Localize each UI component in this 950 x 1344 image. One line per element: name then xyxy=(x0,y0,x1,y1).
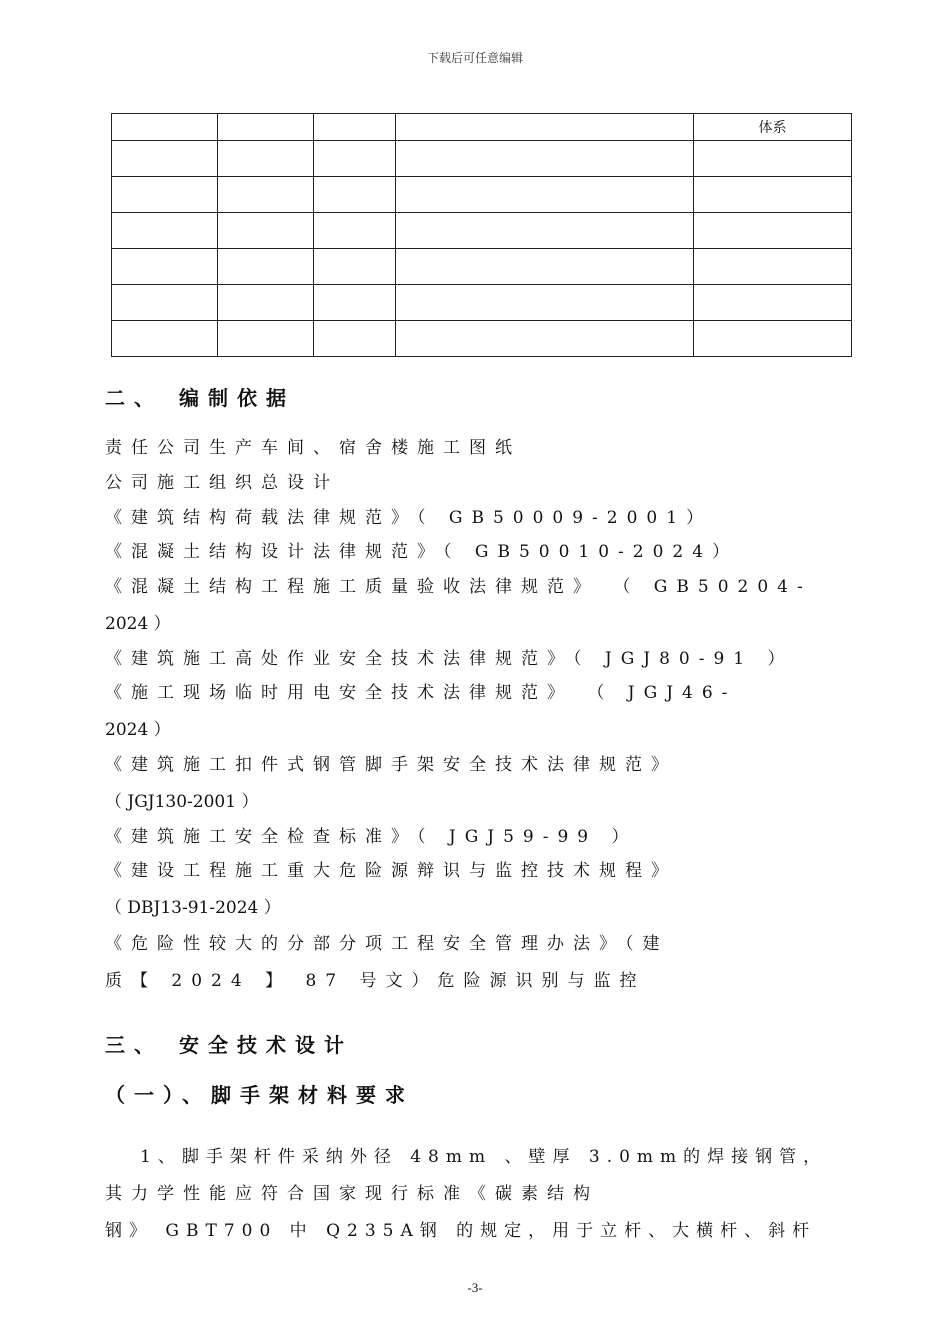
table-cell xyxy=(218,285,314,321)
table-cell xyxy=(314,249,396,285)
basis-line: 责任公司生产车间、宿舍楼施工图纸 xyxy=(105,438,521,458)
table-cell xyxy=(112,213,218,249)
table-cell xyxy=(396,114,694,141)
table-cell xyxy=(218,321,314,357)
table-cell xyxy=(314,285,396,321)
basis-line: 《建设工程施工重大危险源辩识与监控技术规程》 xyxy=(105,861,677,881)
table-cell-system: 体系 xyxy=(694,114,852,141)
table-cell xyxy=(112,249,218,285)
basis-line: 《混凝土结构设计法律规范》（ GB50010-2024） xyxy=(105,542,739,562)
table-cell xyxy=(694,285,852,321)
table-cell xyxy=(218,141,314,177)
table-row xyxy=(112,141,852,177)
table-cell xyxy=(694,177,852,213)
table-cell xyxy=(396,213,694,249)
basis-line: 公司施工组织总设计 xyxy=(105,473,339,493)
basis-line: 《危险性较大的分部分项工程安全管理办法》（建 xyxy=(105,934,669,954)
table-cell xyxy=(396,321,694,357)
table-cell xyxy=(314,114,396,141)
page-number: -3- xyxy=(467,1280,483,1295)
table-cell xyxy=(112,285,218,321)
body-paragraph-line: 钢》 GBT700 中 Q235A钢 的规定，用于立杆、大横杆、斜杆 xyxy=(105,1221,817,1241)
basis-line: 《建筑结构荷载法律规范》（ GB50009-2001） xyxy=(105,508,713,528)
table-cell xyxy=(694,249,852,285)
body-paragraph-line: 其力学性能应符合国家现行标准《碳素结构 xyxy=(105,1184,599,1204)
table-cell xyxy=(112,141,218,177)
table-cell xyxy=(218,249,314,285)
table-cell xyxy=(314,213,396,249)
table-row xyxy=(112,177,852,213)
table-cell xyxy=(218,114,314,141)
table-row xyxy=(112,249,852,285)
body-paragraph-line: 1、脚手架杆件采纳外径 48mm 、壁厚 3.0mm的焊接钢管， xyxy=(140,1147,828,1167)
basis-line: （ DBJ13-91-2024 ） xyxy=(105,898,281,918)
table-cell xyxy=(694,213,852,249)
table-cell xyxy=(396,285,694,321)
basis-line: 2024 ） xyxy=(105,720,171,740)
section-heading-basis: 二、 编制依据 xyxy=(105,386,295,410)
basis-line: 《建筑施工安全检查标准》（ JGJ59-99 ） xyxy=(105,827,638,847)
table-cell xyxy=(314,177,396,213)
table-header-row xyxy=(112,114,852,141)
table-row xyxy=(112,321,852,357)
basis-line: （ JGJ130-2001 ） xyxy=(105,792,259,812)
subsection-heading-scaffold-materials: （一）、脚手架材料要求 xyxy=(105,1083,414,1107)
table-cell xyxy=(314,141,396,177)
basis-line: 《建筑施工扣件式钢管脚手架安全技术法律规范》 xyxy=(105,755,677,775)
table-row xyxy=(112,285,852,321)
table-cell xyxy=(396,177,694,213)
basis-line: 2024 ） xyxy=(105,614,171,634)
table-cell xyxy=(396,249,694,285)
table-cell xyxy=(218,213,314,249)
table-cell xyxy=(694,141,852,177)
basis-line: 《建筑施工高处作业安全技术法律规范》（ JGJ80-91 ） xyxy=(105,649,794,669)
basis-line: 质【 2024 】 87 号文）危险源识别与监控 xyxy=(105,971,646,991)
table-cell xyxy=(112,114,218,141)
table-cell xyxy=(314,321,396,357)
table-cell xyxy=(694,321,852,357)
table-row xyxy=(112,213,852,249)
info-table xyxy=(111,113,852,357)
table-cell xyxy=(218,177,314,213)
basis-line: 《施工现场临时用电安全技术法律规范》 （ JGJ46- xyxy=(105,683,737,703)
table-cell xyxy=(112,177,218,213)
basis-line: 《混凝土结构工程施工质量验收法律规范》 （ GB50204- xyxy=(105,577,812,597)
section-heading-safety-design: 三、 安全技术设计 xyxy=(105,1033,353,1057)
page-header: 下载后可任意编辑 xyxy=(426,51,523,65)
table-cell xyxy=(112,321,218,357)
table-cell xyxy=(396,141,694,177)
